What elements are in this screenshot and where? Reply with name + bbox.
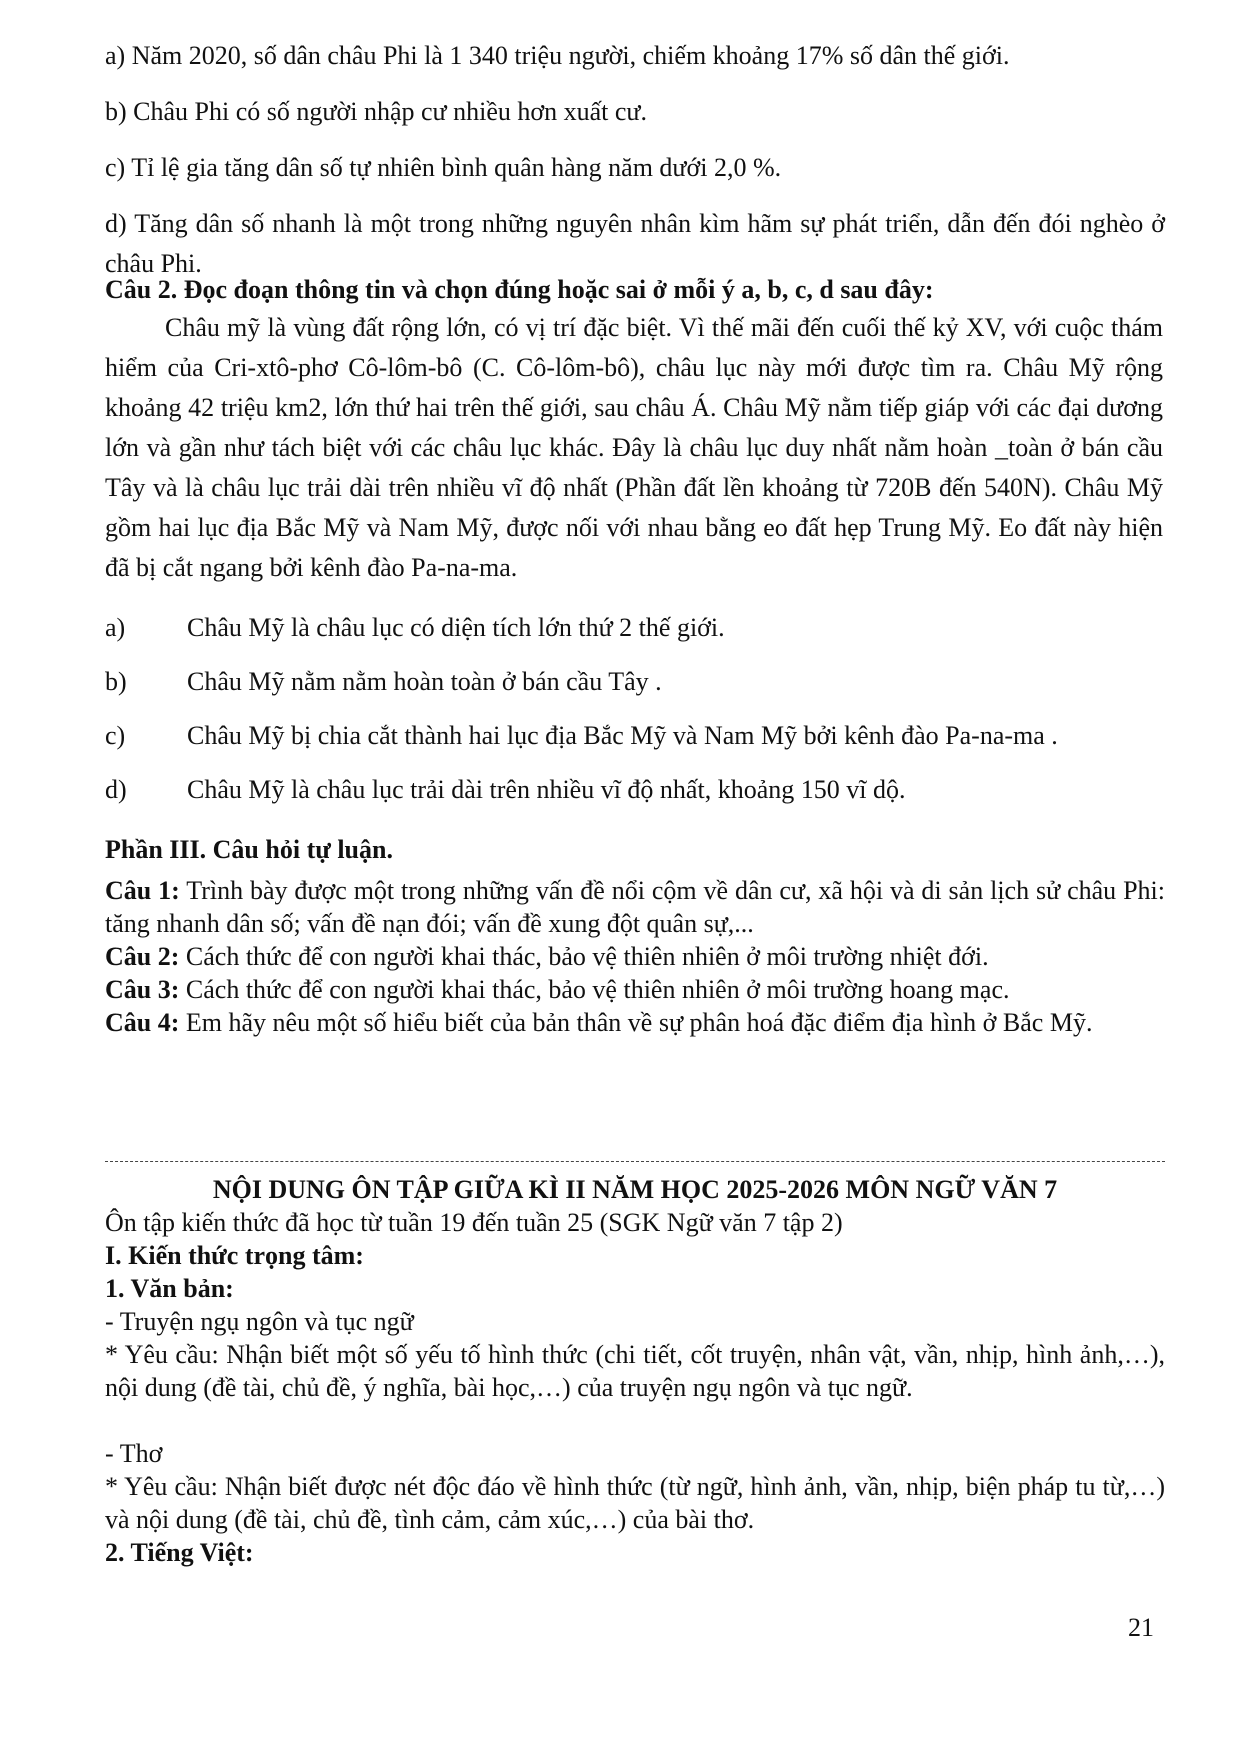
part3-question-4 (105, 1006, 1165, 1039)
option-text: Châu Mỹ là châu lục có diện tích lớn thứ 2 thế giới. (187, 613, 725, 642)
q1-item-a: a) Năm 2020, số dân châu Phi là 1 340 triệu người, chiếm khoảng 17% số dân thế giới. (105, 41, 1010, 70)
question-text: Cách thức để con người khai thác, bảo vệ thiên nhiên ở môi trường hoang mạc. (185, 975, 1010, 1004)
q2-option-b (105, 662, 1185, 702)
subsection-heading: 2. Tiếng Việt: (105, 1538, 254, 1567)
option-key: a) (105, 613, 126, 642)
part3-heading: Phần III. Câu hỏi tự luận. (105, 835, 393, 864)
q1-item-d: d) Tăng dân số nhanh là một trong những nguyên nhân kìm hãm sự phát triển, dẫn đến đói nghèo ở châu Phi. (105, 209, 1165, 278)
q2-heading: Câu 2. Đọc đoạn thông tin và chọn đúng hoặc sai ở mỗi ý a, b, c, d sau đây: (105, 275, 934, 304)
option-text: Châu Mỹ nằm nằm hoàn toàn ở bán cầu Tây . (187, 667, 662, 696)
part3-question-3 (105, 973, 1165, 1006)
question-label: Câu 1: (105, 876, 180, 905)
option-key: c) (105, 721, 126, 750)
option-key: b) (105, 667, 127, 696)
section-heading: I. Kiến thức trọng tâm: (105, 1241, 364, 1270)
question-text: Em hãy nêu một số hiểu biết của bản thân về sự phân hoá đặc điểm địa hình ở Bắc Mỹ. (185, 1008, 1093, 1037)
option-key: d) (105, 775, 127, 804)
section-divider (105, 1161, 1165, 1162)
q2-option-d (105, 770, 1185, 810)
part3-question-2 (105, 940, 1165, 973)
question-text: Cách thức để con người khai thác, bảo vệ thiên nhiên ở môi trường nhiệt đới. (185, 942, 989, 971)
question-label: Câu 2: (105, 942, 180, 971)
part3-question-1 (105, 874, 1165, 940)
requirement-text: * Yêu cầu: Nhận biết một số yếu tố hình thức (chi tiết, cốt truyện, nhân vật, vần, nhịp, hình ảnh,…), nội dung (đề tài, chủ đề, ý nghĩa, bài học,…) của truyện ngụ ngôn và tục ngữ. (105, 1340, 1165, 1402)
question-label: Câu 3: (105, 975, 180, 1004)
q2-passage: Châu mỹ là vùng đất rộng lớn, có vị trí đặc biệt. Vì thế mãi đến cuối thế kỷ XV, với cuộc thám hiểm của Cri-xtô-phơ Cô-lôm-bô (C. Cô-lôm-bô), châu lục này mới được tìm ra. Châu Mỹ rộng khoảng 42 triệu km2, lớn thứ hai trên thế giới, sau châu Á. Châu Mỹ nằm tiếp giáp với các đại dương lớn và gần như tách biệt với các châu lục khác. Đây là châu lục duy nhất nằm hoàn _toàn ở bán cầu Tây và là châu lục trải dài trên nhiều vĩ độ nhất (Phần đất lền khoảng từ 720B đến 540N). Châu Mỹ gồm hai lục địa Bắc Mỹ và Nam Mỹ, được nối với nhau bằng eo đất hẹp Trung Mỹ. Eo đất này hiện đã bị cắt ngang bởi kênh đào Pa-na-ma. (105, 313, 1163, 582)
list-item: - Thơ (105, 1439, 163, 1468)
list-item: - Truyện ngụ ngôn và tục ngữ (105, 1307, 414, 1336)
q1-item-c: c) Tỉ lệ gia tăng dân số tự nhiên bình quân hàng năm dưới 2,0 %. (105, 153, 782, 182)
option-text: Châu Mỹ bị chia cắt thành hai lục địa Bắc Mỹ và Nam Mỹ bởi kênh đào Pa-na-ma . (187, 721, 1058, 750)
review-intro: Ôn tập kiến thức đã học từ tuần 19 đến tuần 25 (SGK Ngữ văn 7 tập 2) (105, 1208, 843, 1237)
subsection-heading: 1. Văn bản: (105, 1274, 234, 1303)
q2-option-c (105, 716, 1185, 756)
question-text: Trình bày được một trong những vấn đề nổi cộm về dân cư, xã hội và di sản lịch sử châu Phi: tăng nhanh dân số; vấn đề nạn đói; vấn đề xung đột quân sự,... (105, 876, 1165, 938)
q1-item-b: b) Châu Phi có số người nhập cư nhiều hơn xuất cư. (105, 97, 648, 126)
option-text: Châu Mỹ là châu lục trải dài trên nhiều vĩ độ nhất, khoảng 150 vĩ dộ. (187, 775, 906, 804)
requirement-text: * Yêu cầu: Nhận biết được nét độc đáo về hình thức (từ ngữ, hình ảnh, vần, nhịp, biện pháp tu từ,…) và nội dung (đề tài, chủ đề, tình cảm, cảm xúc,…) của bài thơ. (105, 1472, 1165, 1534)
q2-option-a (105, 608, 1185, 648)
review-title: NỘI DUNG ÔN TẬP GIỮA KÌ II NĂM HỌC 2025-2026 MÔN NGỮ VĂN 7 (212, 1175, 1058, 1204)
question-label: Câu 4: (105, 1008, 180, 1037)
page-number: 21 (1128, 1613, 1154, 1642)
